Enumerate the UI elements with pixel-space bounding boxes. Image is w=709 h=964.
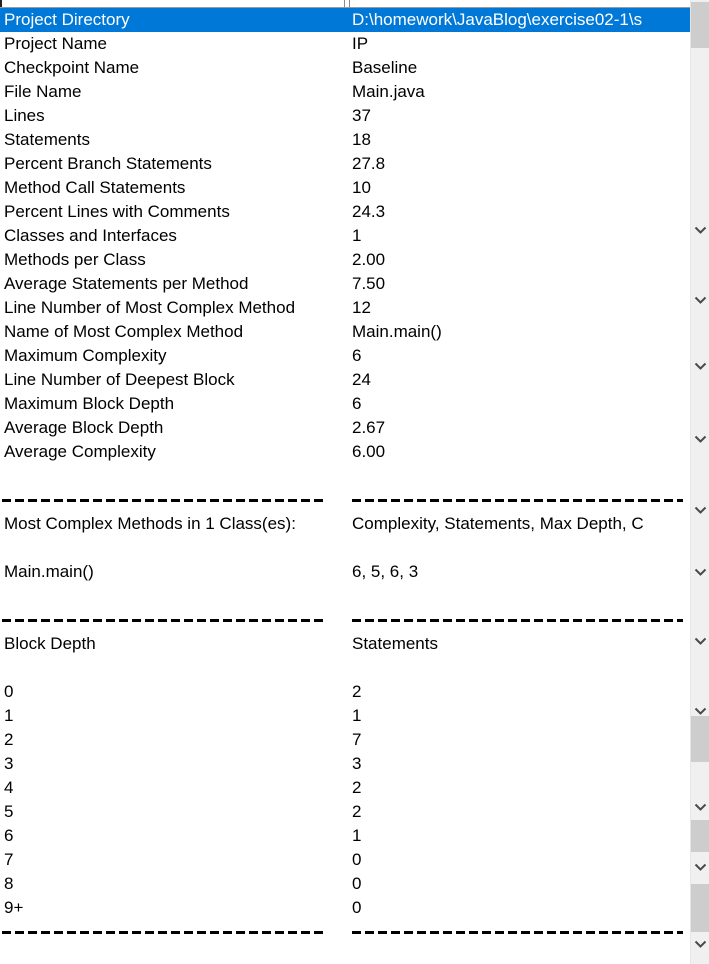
metric-label: Method Call Statements (4, 178, 186, 197)
metric-label: Methods per Class (4, 250, 146, 269)
blank-row (0, 584, 690, 608)
metric-label: 3 (4, 754, 14, 773)
metric-row[interactable] (0, 800, 690, 824)
scrollbar[interactable] (690, 0, 709, 964)
metric-row[interactable] (0, 224, 690, 248)
metric-value: Main.java (352, 82, 425, 101)
chevron-down-icon[interactable] (694, 803, 707, 812)
metric-value: 7.50 (352, 274, 386, 293)
metric-row[interactable] (0, 272, 690, 296)
metric-row[interactable] (0, 872, 690, 896)
metric-row[interactable] (0, 680, 690, 704)
metric-value: 18 (352, 130, 371, 149)
metric-row[interactable] (0, 248, 690, 272)
header-left-edge (0, 0, 2, 7)
metric-row[interactable] (0, 80, 690, 104)
separator-dashes-left (2, 931, 324, 934)
chevron-down-icon[interactable] (694, 296, 707, 305)
chevron-down-icon[interactable] (694, 226, 707, 235)
metric-label: Project Name (4, 34, 107, 53)
metric-value: 1 (352, 826, 362, 845)
metric-label: 0 (4, 682, 14, 701)
chevron-down-icon[interactable] (694, 637, 707, 646)
chevron-down-icon[interactable] (694, 435, 707, 444)
metric-label: 8 (4, 874, 14, 893)
metric-value: 7 (352, 730, 362, 749)
metric-value: Baseline (352, 58, 418, 77)
metric-value: 0 (352, 850, 362, 869)
metric-label: Lines (4, 106, 45, 125)
metric-value: D:\homework\JavaBlog\exercise02-1\s (352, 10, 643, 29)
scrollbar-thumb[interactable] (691, 820, 709, 852)
metric-value: Main.main() (352, 322, 442, 341)
metric-value: 24.3 (352, 202, 386, 221)
metric-value: 2 (352, 802, 362, 821)
blank-row (0, 656, 690, 680)
metric-row[interactable] (0, 632, 690, 656)
separator-row (0, 488, 690, 512)
separator-row (0, 920, 690, 944)
separator-dashes-right (352, 499, 683, 502)
metric-value: 1 (352, 226, 362, 245)
separator-dashes-left (2, 619, 324, 622)
metric-label: 4 (4, 778, 14, 797)
metric-value: Statements (352, 634, 438, 653)
metric-label: Average Statements per Method (4, 274, 249, 293)
metric-value: Complexity, Statements, Max Depth, C (352, 514, 644, 533)
chevron-down-icon[interactable] (694, 940, 707, 949)
metrics-list (0, 8, 690, 944)
metric-value: 0 (352, 898, 362, 917)
metric-value: 2.00 (352, 250, 386, 269)
metric-value: 6 (352, 394, 362, 413)
metric-label: Main.main() (4, 562, 94, 581)
metric-value: 2.67 (352, 418, 386, 437)
metric-label: Average Block Depth (4, 418, 164, 437)
metric-label: 9+ (4, 898, 24, 917)
metric-label: Maximum Complexity (4, 346, 167, 365)
metric-row[interactable] (0, 752, 690, 776)
metric-value: 12 (352, 298, 371, 317)
metric-value: 6, 5, 6, 3 (352, 562, 419, 581)
metric-row[interactable] (0, 128, 690, 152)
metric-label: File Name (4, 82, 82, 101)
metric-value: 27.8 (352, 154, 386, 173)
metric-value: 6 (352, 346, 362, 365)
metric-row[interactable] (0, 176, 690, 200)
scrollbar-thumb[interactable] (691, 2, 709, 48)
metric-row[interactable] (0, 848, 690, 872)
metric-label: Checkpoint Name (4, 58, 140, 77)
metric-label: Percent Branch Statements (4, 154, 212, 173)
metric-value: 3 (352, 754, 362, 773)
metric-label: 7 (4, 850, 14, 869)
metric-row[interactable] (0, 896, 690, 920)
metric-row[interactable] (0, 440, 690, 464)
metric-value: 24 (352, 370, 371, 389)
metric-label: Block Depth (4, 634, 96, 653)
metric-row-selected[interactable] (0, 8, 690, 32)
metric-label: 1 (4, 706, 14, 725)
separator-row (0, 608, 690, 632)
metric-row[interactable] (0, 728, 690, 752)
metric-row[interactable] (0, 512, 690, 536)
metric-label: Maximum Block Depth (4, 394, 175, 413)
metric-row[interactable] (0, 344, 690, 368)
chevron-down-icon[interactable] (694, 568, 707, 577)
metric-row[interactable] (0, 200, 690, 224)
metric-row[interactable] (0, 104, 690, 128)
column-header-strip (0, 0, 690, 8)
separator-dashes-right (352, 619, 683, 622)
column-divider[interactable] (344, 0, 350, 7)
metric-row[interactable] (0, 776, 690, 800)
metric-row[interactable] (0, 560, 690, 584)
metric-row[interactable] (0, 32, 690, 56)
metric-label: 6 (4, 826, 14, 845)
metric-label: 5 (4, 802, 14, 821)
metric-label: Line Number of Deepest Block (4, 370, 235, 389)
scrollbar-thumb[interactable] (691, 716, 709, 762)
separator-dashes-right (352, 931, 683, 934)
metric-row[interactable] (0, 704, 690, 728)
metric-label: 2 (4, 730, 14, 749)
chevron-down-icon[interactable] (694, 707, 707, 716)
chevron-down-icon[interactable] (694, 506, 707, 515)
metric-label: Line Number of Most Complex Method (4, 298, 296, 317)
metric-row[interactable] (0, 416, 690, 440)
metric-value: 0 (352, 874, 362, 893)
blank-row (0, 464, 690, 488)
metric-value: 10 (352, 178, 371, 197)
metric-value: 1 (352, 706, 362, 725)
metric-row[interactable] (0, 392, 690, 416)
metric-row[interactable] (0, 56, 690, 80)
scrollbar-thumb[interactable] (691, 884, 709, 932)
metric-label: Classes and Interfaces (4, 226, 177, 245)
metric-value: 6.00 (352, 442, 386, 461)
metric-value: 37 (352, 106, 371, 125)
metric-label: Average Complexity (4, 442, 156, 461)
metric-value: 2 (352, 682, 362, 701)
metric-label: Project Directory (4, 10, 130, 29)
metric-label: Statements (4, 130, 90, 149)
chevron-down-icon[interactable] (694, 863, 707, 872)
metric-value: IP (352, 34, 369, 53)
metric-value: 2 (352, 778, 362, 797)
separator-dashes-left (2, 499, 324, 502)
metric-label: Percent Lines with Comments (4, 202, 230, 221)
metric-row[interactable] (0, 368, 690, 392)
metric-row[interactable] (0, 152, 690, 176)
metric-row[interactable] (0, 296, 690, 320)
metric-row[interactable] (0, 824, 690, 848)
metric-label: Name of Most Complex Method (4, 322, 244, 341)
blank-row (0, 536, 690, 560)
chevron-down-icon[interactable] (694, 362, 707, 371)
metric-label: Most Complex Methods in 1 Class(es): (4, 514, 296, 533)
metric-row[interactable] (0, 320, 690, 344)
